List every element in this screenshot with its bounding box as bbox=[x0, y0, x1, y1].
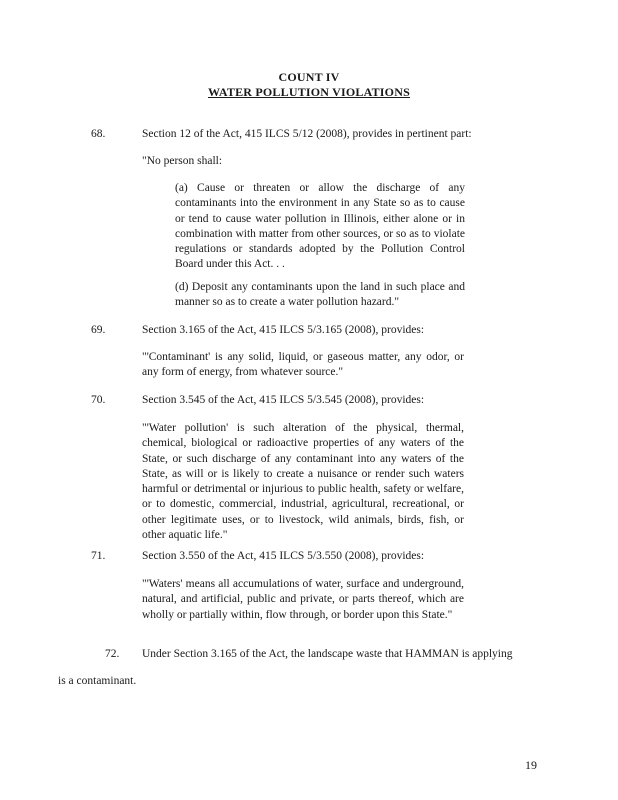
paragraph-number-70: 70. bbox=[91, 394, 106, 406]
paragraph-68-quote-d: (d) Deposit any contaminants upon the land in such place and manner so as to create a water pollution hazard." bbox=[175, 281, 465, 309]
paragraph-number-71: 71. bbox=[91, 550, 106, 562]
paragraph-68-intro: "No person shall: bbox=[142, 155, 223, 167]
paragraph-71-quote: "'Waters' means all accumulations of water, surface and underground, natural, and artificial, public and private, or parts thereof, which are wholly or partially within, flow through, or border upon this State." bbox=[142, 578, 464, 621]
paragraph-number-69: 69. bbox=[91, 324, 106, 336]
page-number: 19 bbox=[525, 758, 537, 772]
paragraph-72-continuation: is a contaminant. bbox=[58, 675, 137, 687]
paragraph-number-68: 68. bbox=[91, 128, 106, 140]
paragraph-70-lead: Section 3.545 of the Act, 415 ILCS 5/3.545 (2008), provides: bbox=[142, 394, 425, 406]
paragraph-number-72: 72. bbox=[105, 648, 120, 660]
paragraph-72-lead: Under Section 3.165 of the Act, the landscape waste that HAMMAN is applying bbox=[142, 648, 513, 660]
paragraph-69-lead: Section 3.165 of the Act, 415 ILCS 5/3.165 (2008), provides: bbox=[142, 324, 425, 336]
paragraph-68-lead: Section 12 of the Act, 415 ILCS 5/12 (2008), provides in pertinent part: bbox=[142, 128, 472, 140]
paragraph-71-lead: Section 3.550 of the Act, 415 ILCS 5/3.550 (2008), provides: bbox=[142, 550, 425, 562]
count-heading: COUNT IV bbox=[278, 70, 340, 84]
paragraph-69-quote: "'Contaminant' is any solid, liquid, or gaseous matter, any odor, or any form of energy, from whatever source." bbox=[142, 351, 464, 379]
section-title: WATER POLLUTION VIOLATIONS bbox=[208, 85, 410, 99]
paragraph-70-quote: "'Water pollution' is such alteration of the physical, thermal, chemical, biological or radioactive properties of any waters of the State, or such discharge of any contaminant into any waters of the State, as will or is likely to create a nuisance or render such waters harmful or detrimental or injurious to public health, safety or welfare, or to domestic, commercial, industrial, agricultural, recreational, or other legitimate uses, or to livestock, wild animals, birds, fish, or other aquatic life." bbox=[142, 422, 464, 542]
paragraph-68-quote-a: (a) Cause or threaten or allow the discharge of any contaminants into the environment in any State so as to cause or tend to cause water pollution in Illinois, either alone or in combination with matter from other sources, or so as to violate regulations or standards adopted by the Pollution Control Board under this Act. . . bbox=[175, 182, 465, 271]
